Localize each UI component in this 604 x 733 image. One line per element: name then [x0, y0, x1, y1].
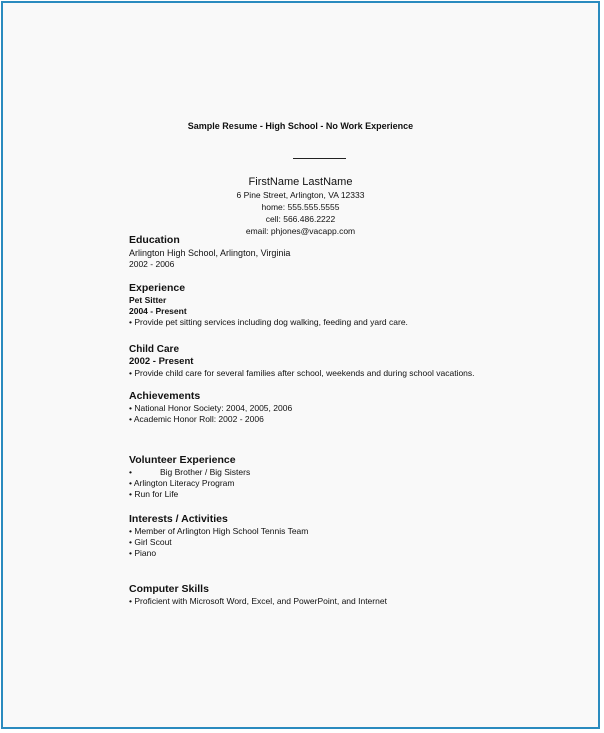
applicant-name: FirstName LastName — [248, 176, 353, 188]
achievement-item: • Academic Honor Roll: 2002 - 2006 — [129, 414, 264, 424]
volunteer-item — [129, 467, 549, 478]
education-section — [129, 234, 549, 270]
experience-role: Pet Sitter — [129, 295, 167, 305]
childcare-dates: 2002 - Present — [129, 356, 194, 367]
interest-item: • Girl Scout — [129, 537, 172, 547]
email-address: email: phjones@vacapp.com — [245, 226, 356, 236]
school-name: Arlington High School, Arlington, Virginia — [129, 248, 291, 258]
bullet-glyph: • — [129, 467, 132, 477]
volunteer-heading: Volunteer Experience — [129, 454, 236, 466]
computer-skills-section — [129, 583, 549, 607]
cell-phone: cell: 566.486.2222 — [265, 214, 336, 224]
childcare-heading: Child Care — [129, 344, 180, 355]
interest-item: • Piano — [129, 548, 157, 558]
volunteer-item-text: Big Brother / Big Sisters — [159, 467, 251, 477]
achievements-heading: Achievements — [129, 390, 201, 402]
childcare-bullet: • Provide child care for several families after school, weekends and during school vacations. — [129, 368, 475, 378]
experience-heading: Experience — [129, 282, 186, 294]
volunteer-item: • Run for Life — [129, 489, 179, 499]
contact-header — [3, 175, 598, 237]
address-line: 6 Pine Street, Arlington, VA 12333 — [236, 190, 365, 200]
childcare-section — [129, 344, 549, 379]
volunteer-section — [129, 454, 549, 500]
title-divider — [293, 158, 346, 159]
interest-item: • Member of Arlington High School Tennis Team — [129, 526, 309, 536]
experience-section — [129, 282, 549, 328]
experience-dates: 2004 - Present — [129, 306, 187, 316]
resume-page — [3, 3, 598, 727]
home-phone: home: 555.555.5555 — [261, 202, 340, 212]
computer-skill-item: • Proficient with Microsoft Word, Excel, and PowerPoint, and Internet — [129, 596, 387, 606]
achievement-item: • National Honor Society: 2004, 2005, 2006 — [129, 403, 293, 413]
achievements-section — [129, 390, 549, 425]
experience-bullet: • Provide pet sitting services including dog walking, feeding and yard care. — [129, 317, 408, 327]
volunteer-item: • Arlington Literacy Program — [129, 478, 235, 488]
education-heading: Education — [129, 234, 180, 246]
education-years: 2002 - 2006 — [129, 259, 175, 269]
document-frame — [1, 1, 600, 729]
interests-section — [129, 513, 549, 559]
interests-heading: Interests / Activities — [129, 513, 228, 525]
document-title: Sample Resume - High School - No Work Experience — [187, 121, 414, 131]
computer-skills-heading: Computer Skills — [129, 583, 209, 595]
